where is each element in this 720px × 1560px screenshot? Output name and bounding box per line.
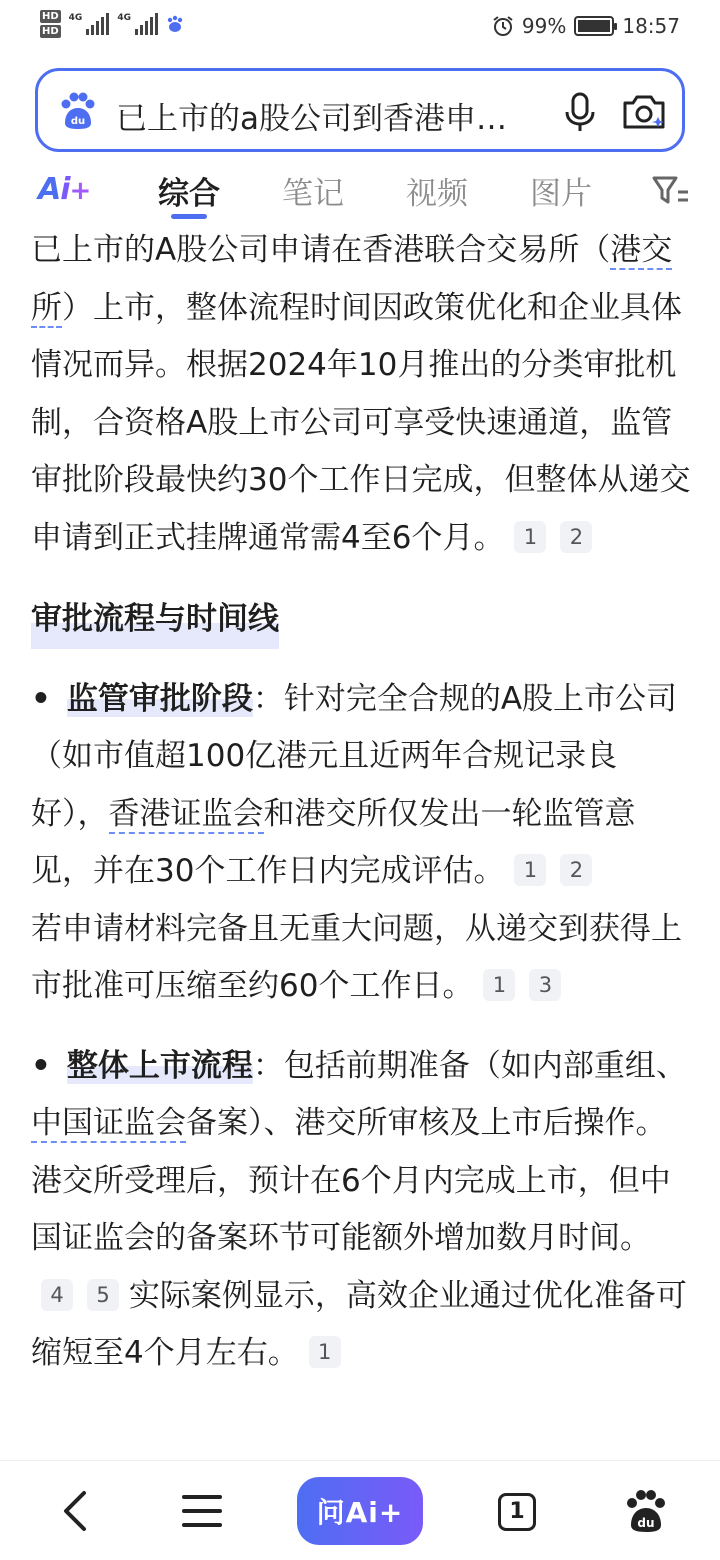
clock: 18:57 (622, 14, 680, 38)
battery-icon (574, 16, 614, 36)
signal-icon (69, 13, 110, 35)
hd-icon: HD (42, 26, 59, 37)
citation-badge[interactable]: 4 (41, 1279, 73, 1311)
status-left (40, 10, 184, 38)
hd-icon: HD (42, 11, 59, 22)
text: ：针对完全合规的A股上市公司（如市值超100亿港元且近两年合规记录良好）， (31, 680, 678, 832)
tabs-count-button[interactable]: 1 (498, 1493, 536, 1531)
citation-badge[interactable]: 3 (529, 969, 561, 1001)
section-heading: 审批流程与时间线 (31, 591, 279, 649)
citation-badge[interactable]: 2 (560, 854, 592, 886)
battery-percent: 99% (521, 14, 567, 38)
network-type: 4G (117, 13, 131, 23)
citation-badge[interactable]: 1 (483, 969, 515, 1001)
baidu-home-icon[interactable] (622, 1487, 670, 1535)
baidu-notification-icon (166, 14, 184, 34)
back-icon[interactable] (52, 1487, 100, 1535)
term-link[interactable]: 香港证监会 (108, 795, 264, 832)
menu-icon[interactable] (178, 1487, 226, 1535)
text: ）上市，整体流程时间因政策优化和企业具体情况而异。根据2024年10月推出的分类审批机制，合资格A股上市公司可享受快速通道，监管审批阶段最快约30个工作日完成，但整体从递交申请到正式挂牌通常需4至6个月。 (31, 289, 691, 556)
text: 实际案例显示，高效企业通过优化准备可缩短至4个月左右。 (31, 1277, 687, 1371)
citation-badge[interactable]: 1 (514, 521, 546, 553)
ai-tab[interactable]: Ai+ (38, 172, 91, 207)
text: ：包括前期准备（如内部重组、 (252, 1047, 687, 1084)
tab-videos[interactable]: 视频 (406, 176, 468, 212)
tab-comprehensive[interactable]: 综合 (158, 176, 220, 212)
citation-badge[interactable]: 1 (309, 1336, 341, 1368)
text: 已上市的A股公司申请在香港联合交易所（ (31, 232, 611, 268)
tab-notes[interactable]: 笔记 (282, 176, 344, 212)
bullet-icon: • (31, 1047, 51, 1084)
svg-text:du: du (70, 116, 86, 127)
bullet-item (31, 1038, 691, 1383)
filter-icon[interactable] (650, 170, 690, 210)
citation-badge[interactable]: 5 (87, 1279, 119, 1311)
bottom-nav (0, 1460, 720, 1560)
term-link[interactable]: 港交所 (31, 232, 673, 326)
status-bar (0, 0, 720, 56)
ai-answer (31, 222, 691, 1383)
text: 若申请材料完备且无重大问题，从递交到获得上市批准可压缩至约60个工作日。 (31, 910, 682, 1004)
camera-search-icon[interactable] (620, 89, 668, 133)
intro-paragraph (31, 222, 691, 567)
alarm-icon (492, 15, 514, 37)
status-right (492, 14, 680, 38)
text: 备案）、港交所审核及上市后操作。港交所受理后，预计在6个月内完成上市，但中国证监会的备案环节可能额外增加数月时间。 (31, 1105, 671, 1256)
baidu-paw-icon (58, 91, 98, 131)
signal-icon (117, 13, 158, 35)
microphone-icon[interactable] (560, 91, 600, 133)
tab-images[interactable]: 图片 (530, 176, 592, 212)
bullet-title: 整体上市流程 (66, 1047, 253, 1084)
bullet-title: 监管审批阶段 (66, 680, 253, 717)
term-link[interactable]: 中国证监会 (31, 1105, 186, 1141)
bullet-item (31, 671, 691, 1016)
ask-ai-button[interactable]: 问Ai+ (297, 1477, 423, 1545)
citation-badge[interactable]: 1 (514, 854, 546, 886)
search-box[interactable] (35, 68, 685, 152)
text: 和港交所仅发出一轮监管意见，并在30个工作日内完成评估。 (31, 795, 636, 889)
hd-indicators (40, 10, 61, 38)
svg-text:du: du (637, 1516, 655, 1530)
bullet-icon: • (31, 680, 51, 717)
network-type: 4G (68, 13, 83, 23)
result-tabs (0, 160, 720, 220)
search-input[interactable]: 已上市的a股公司到香港申… (116, 101, 507, 137)
active-tab-indicator (171, 214, 207, 219)
citation-badge[interactable]: 2 (560, 521, 592, 553)
